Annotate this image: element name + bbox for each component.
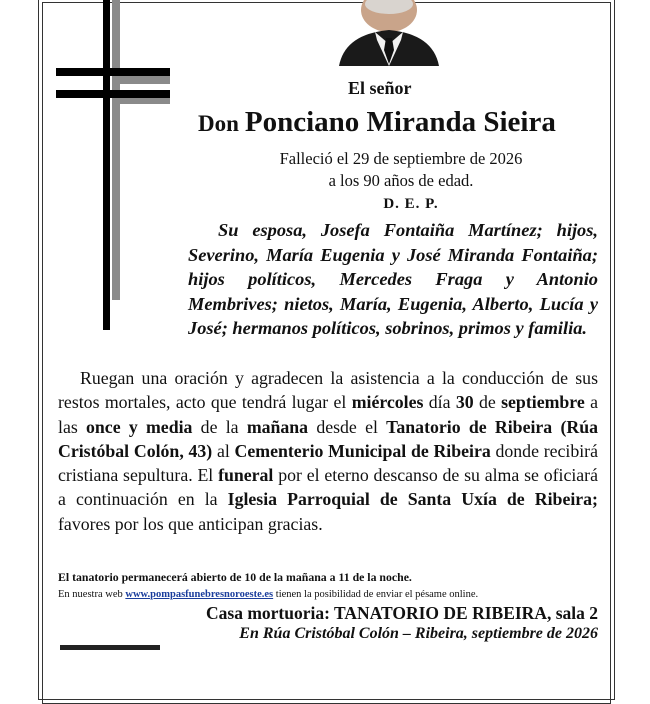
- website-link[interactable]: www.pompasfunebresnoroeste.es: [125, 589, 274, 600]
- announcement-text: por el eterno descanso de su alma se oficiará a continuación en la: [58, 465, 598, 510]
- announcement-text: de: [473, 392, 502, 413]
- announcement-text: a las: [58, 392, 598, 437]
- announcement-paragraph: [58, 366, 598, 536]
- announcement-text: Ruegan una oración y agradecen la asistencia a la conducción de sus restos mortales, acto que tendrá lugar el: [58, 368, 598, 413]
- family-members: Su esposa, Josefa Fontaiña Martínez; hijos, Severino, María Eugenia y José Miranda Fontaiña; hijos políticos, Mercedes Fraga y Antonio Membrives; nietos, María, Eugenia, Alberto, Lucía y José; hermanos políticos, sobrinos, primos y familia.: [188, 220, 598, 338]
- deceased-name: [198, 106, 598, 139]
- announcement-funeral: funeral: [218, 465, 274, 486]
- announcement-text: desde el: [308, 416, 387, 437]
- announcement-text: día: [423, 392, 456, 413]
- announcement-cemetery: Cementerio Municipal de Ribeira: [234, 440, 491, 461]
- announcement-text: al: [212, 440, 235, 461]
- announcement-period: mañana: [246, 416, 309, 437]
- announcement-church: Iglesia Parroquial de Santa Uxía de Ribeira;: [227, 489, 598, 510]
- age-at-death: a los 90 años de edad.: [328, 171, 474, 190]
- honorific: El señor: [348, 78, 412, 98]
- announcement-time: once y media: [86, 416, 193, 437]
- announcement-text: favores por los que anticipan gracias.: [58, 513, 323, 534]
- casa-mortuoria: Casa mortuoria: TANATORIO DE RIBEIRA, sala 2: [206, 603, 598, 623]
- announcement-text: donde recibirá cristiana sepultura. El: [58, 440, 598, 486]
- place-and-date: En Rúa Cristóbal Colón – Ribeira, septiembre de 2026: [239, 625, 598, 642]
- announcement-date-number: 30: [455, 392, 474, 413]
- announcement-origin: Tanatorio de Ribeira (Rúa Cristóbal Colón, 43): [58, 416, 598, 461]
- announcement-text: de la: [192, 416, 247, 437]
- cross-horizontal-bar-bottom: [56, 90, 170, 98]
- announcement-day: miércoles: [351, 392, 424, 413]
- cross-horizontal-shadow-top: [120, 76, 170, 84]
- don-title: Don: [198, 111, 239, 136]
- web-condolences-note: [58, 589, 598, 600]
- web-note-prefix: En nuestra web: [58, 589, 126, 600]
- portrait-photo: [335, 0, 443, 66]
- deceased-full-name: Ponciano Miranda Sieira: [244, 106, 556, 138]
- cross-horizontal-shadow-bottom: [120, 98, 170, 104]
- rip-abbreviation: D. E. P.: [383, 196, 439, 212]
- tanatorio-hours: El tanatorio permanecerá abierto de 10 de la mañana a 11 de la noche.: [58, 570, 412, 584]
- cross-horizontal-bar-top: [56, 68, 170, 76]
- logo-fragment: [60, 645, 160, 650]
- announcement-month: septiembre: [501, 392, 585, 413]
- web-note-suffix: tienen la posibilidad de enviar el pésame online.: [273, 589, 479, 600]
- death-date: Falleció el 29 de septiembre de 2026: [279, 149, 523, 168]
